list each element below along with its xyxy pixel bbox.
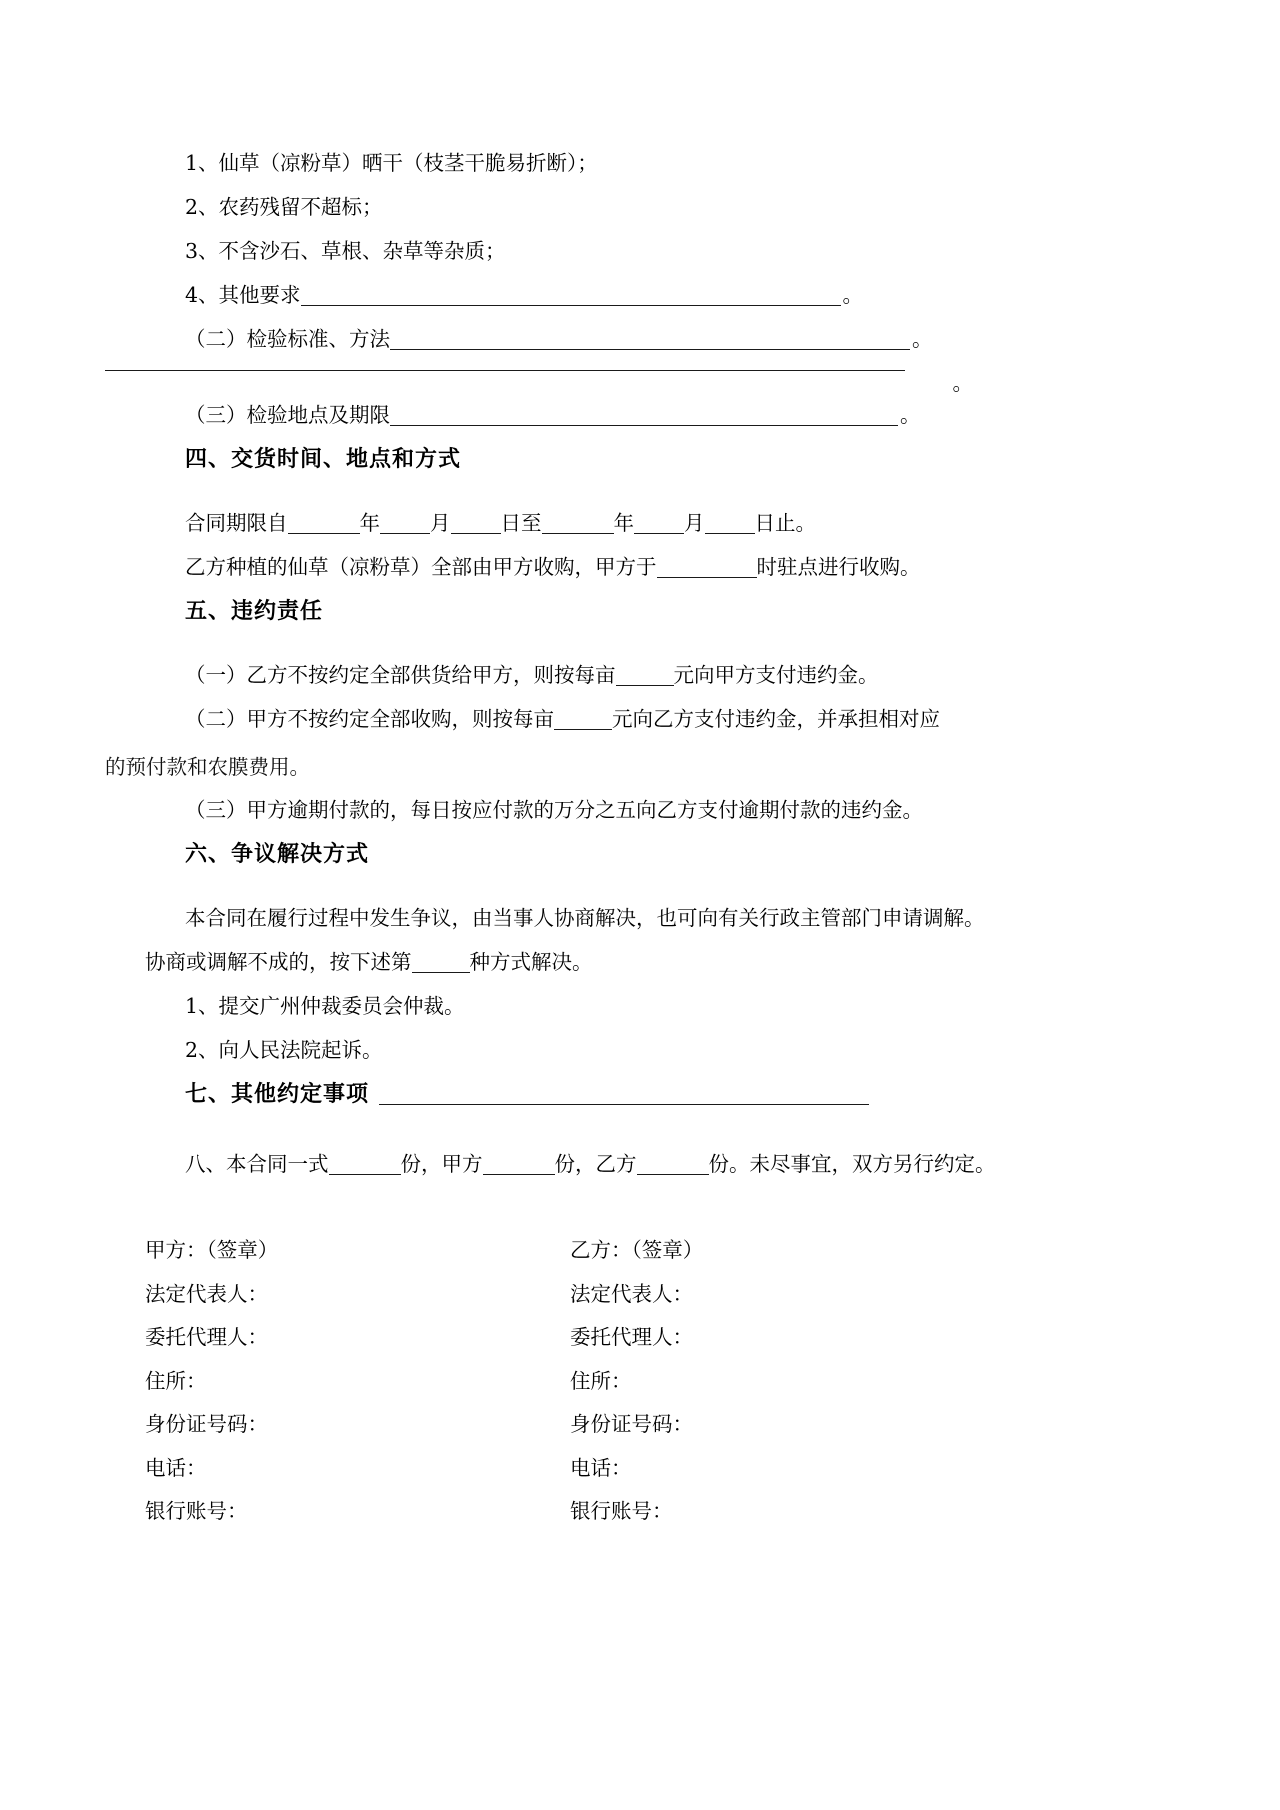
breach-clause-3: （三）甲方逾期付款的，每日按应付款的万分之五向乙方支付逾期付款的违约金。 xyxy=(185,798,923,822)
party-b-bank-account[interactable]: 银行账号： xyxy=(570,1499,673,1523)
inspection-standard-label: （二）检验标准、方法 xyxy=(185,327,390,351)
spacer xyxy=(145,488,945,510)
list-item-number: 1、 xyxy=(185,151,219,175)
party-a-agent[interactable]: 委托代理人： xyxy=(145,1325,268,1349)
inspection-standard-blank[interactable] xyxy=(390,329,910,350)
signature-party-a xyxy=(145,1229,570,1534)
dispute-option xyxy=(145,993,945,1019)
breach-clause-1-suffix: 元向甲方支付违约金。 xyxy=(673,663,879,687)
dispute-method-blank[interactable] xyxy=(412,952,470,973)
copies-row xyxy=(145,1151,996,1177)
start-year-unit: 年 xyxy=(359,511,380,535)
party-b-title: 乙方：（签章） xyxy=(570,1238,704,1262)
party-a-phone[interactable]: 电话： xyxy=(145,1455,207,1480)
signature-party-b xyxy=(570,1229,945,1534)
list-item xyxy=(145,150,945,176)
end-month-unit: 月 xyxy=(684,511,705,535)
section-heading-7-label: 七、其他约定事项 xyxy=(185,1082,370,1107)
party-b-address[interactable]: 住所： xyxy=(570,1368,632,1393)
spacer xyxy=(145,640,945,662)
dispute-option-number: 2、 xyxy=(185,1038,219,1062)
purchase-time-suffix: 时驻点进行收购。 xyxy=(756,555,921,579)
dispute-option-number: 1、 xyxy=(185,994,219,1018)
party-a-id-number[interactable]: 身份证号码： xyxy=(145,1412,268,1436)
total-copies-blank[interactable] xyxy=(329,1154,401,1175)
party-b-phone[interactable]: 电话： xyxy=(570,1455,632,1480)
inspection-standard-continuation-end: 。 xyxy=(952,371,973,395)
spacer xyxy=(145,1117,945,1151)
list-item-number: 4、 xyxy=(185,283,219,307)
copies-unit-3: 份。未尽事宜，双方另行约定。 xyxy=(708,1152,996,1176)
party-b-agent[interactable]: 委托代理人： xyxy=(570,1325,693,1349)
signature-columns xyxy=(145,1229,945,1534)
inspection-place-end: 。 xyxy=(900,403,921,427)
section-heading-6: 六、争议解决方式 xyxy=(185,842,370,867)
inspection-standard-continuation-row xyxy=(145,370,973,395)
breach-clause-1 xyxy=(145,662,945,688)
purchase-time-prefix: 乙方种植的仙草（凉粉草）全部由甲方收购，甲方于 xyxy=(185,555,657,579)
breach-clause-1-prefix: （一）乙方不按约定全部供货给甲方，则按每亩 xyxy=(185,663,616,687)
end-year-unit: 年 xyxy=(613,511,634,535)
dispute-body-line2-prefix: 协商或调解不成的，按下述第 xyxy=(145,950,412,974)
inspection-place-label: （三）检验地点及期限 xyxy=(185,403,390,427)
list-item-text: 仙草（凉粉草）晒干（枝茎干脆易折断）； xyxy=(218,151,598,175)
document-body xyxy=(105,150,996,1534)
inspection-place-blank[interactable] xyxy=(390,405,898,426)
inspection-standard-continuation-blank[interactable] xyxy=(105,370,905,371)
dispute-option xyxy=(145,1037,945,1063)
copies-unit-2: 份，乙方 xyxy=(554,1152,637,1176)
end-day-blank[interactable] xyxy=(705,513,755,534)
start-day-unit: 日至 xyxy=(500,511,542,535)
breach-clause-2-blank[interactable] xyxy=(554,709,612,730)
inspection-place-row xyxy=(145,402,945,428)
party-b-legal-rep[interactable]: 法定代表人： xyxy=(570,1281,693,1306)
dispute-option-text: 向人民法院起诉。 xyxy=(218,1038,383,1062)
spacer xyxy=(145,883,945,905)
other-requirement-end: 。 xyxy=(842,283,864,307)
party-a-copies-blank[interactable] xyxy=(483,1154,555,1175)
inspection-standard-end: 。 xyxy=(912,327,933,351)
list-item-number: 2、 xyxy=(185,195,219,219)
other-terms-blank[interactable] xyxy=(379,1082,869,1105)
copies-unit-1: 份，甲方 xyxy=(400,1152,483,1176)
list-item xyxy=(145,194,945,220)
breach-clause-2-suffix: 元向乙方支付违约金，并承担相对应 xyxy=(612,707,940,731)
dispute-body-line2-suffix: 种方式解决。 xyxy=(469,950,593,974)
breach-clause-2-line2: 的预付款和农膜费用。 xyxy=(105,755,310,779)
start-month-blank[interactable] xyxy=(380,513,430,534)
end-month-blank[interactable] xyxy=(634,513,684,534)
end-year-blank[interactable] xyxy=(542,513,614,534)
party-a-address[interactable]: 住所： xyxy=(145,1368,207,1393)
party-a-legal-rep[interactable]: 法定代表人： xyxy=(145,1281,268,1306)
start-year-blank[interactable] xyxy=(288,513,360,534)
other-requirement-blank[interactable] xyxy=(301,285,841,306)
contract-term-row xyxy=(145,510,945,536)
section-heading-5: 五、违约责任 xyxy=(185,599,324,624)
contract-term-prefix: 合同期限自 xyxy=(185,511,288,535)
spacer xyxy=(145,392,945,402)
purchase-time-row xyxy=(145,554,945,580)
party-a-title: 甲方：（签章） xyxy=(145,1238,279,1262)
copies-prefix: 八、本合同一式 xyxy=(185,1152,329,1176)
start-month-unit: 月 xyxy=(430,511,451,535)
breach-clause-2-prefix: （二）甲方不按约定全部收购，则按每亩 xyxy=(185,707,554,731)
dispute-body-line1: 本合同在履行过程中发生争议，由当事人协商解决，也可向有关行政主管部门申请调解。 xyxy=(185,906,985,930)
end-day-unit: 日止。 xyxy=(754,511,816,535)
signature-block xyxy=(145,1229,945,1534)
section-heading-7 xyxy=(145,1081,945,1109)
start-day-blank[interactable] xyxy=(451,513,501,534)
list-item-text: 不含沙石、草根、杂草等杂质； xyxy=(218,239,506,263)
party-b-id-number[interactable]: 身份证号码： xyxy=(570,1412,693,1436)
list-item xyxy=(145,238,945,264)
party-b-copies-blank[interactable] xyxy=(637,1154,709,1175)
breach-clause-2 xyxy=(145,706,945,732)
inspection-standard-row xyxy=(145,326,945,352)
list-item-text: 农药残留不超标； xyxy=(218,195,383,219)
list-item-number: 3、 xyxy=(185,239,219,263)
other-requirement-label: 其他要求 xyxy=(218,283,301,307)
breach-clause-1-blank[interactable] xyxy=(616,665,674,686)
other-requirement-row xyxy=(145,282,945,308)
purchase-time-blank[interactable] xyxy=(657,557,757,578)
dispute-body-line2 xyxy=(145,949,945,975)
party-a-bank-account[interactable]: 银行账号： xyxy=(145,1499,248,1523)
section-heading-4: 四、交货时间、地点和方式 xyxy=(185,447,462,472)
dispute-option-text: 提交广州仲裁委员会仲裁。 xyxy=(218,994,465,1018)
